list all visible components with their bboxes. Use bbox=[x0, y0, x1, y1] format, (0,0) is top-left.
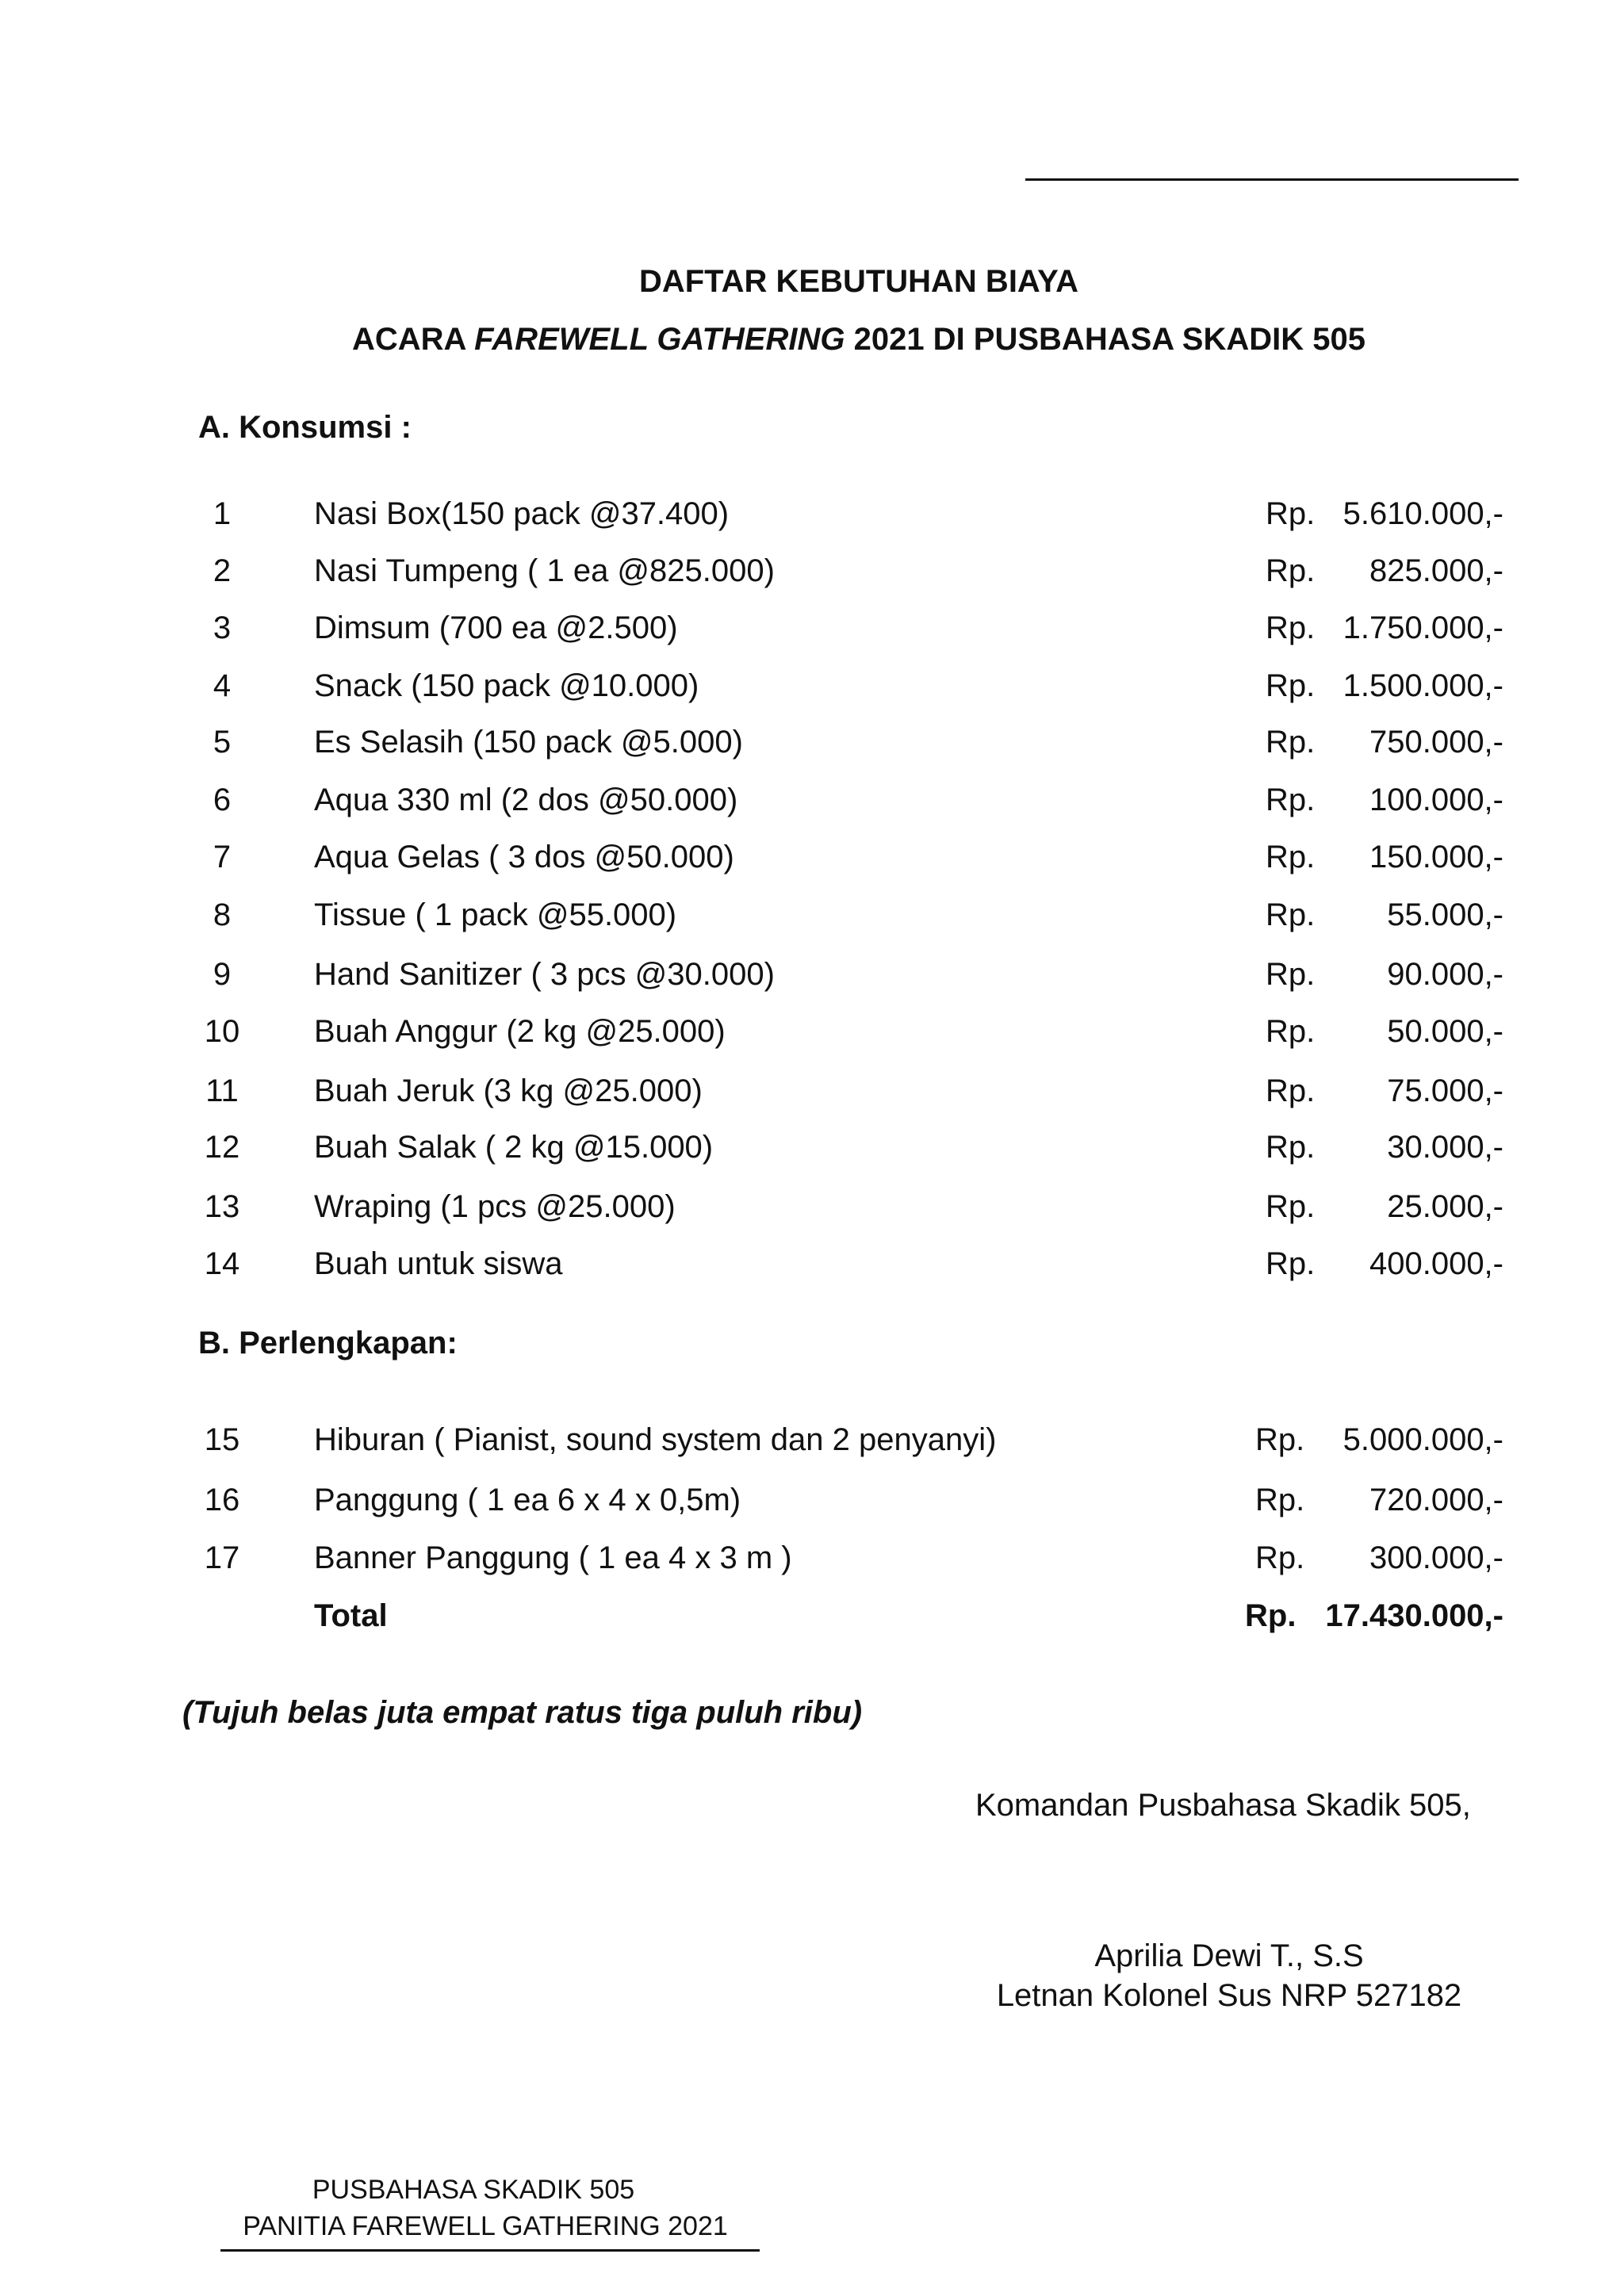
item-amount: 5.000.000,- bbox=[1342, 1422, 1503, 1457]
item-description: Tissue ( 1 pack @55.000) bbox=[314, 897, 677, 932]
item-currency: Rp. bbox=[1266, 1130, 1316, 1165]
subtitle-suffix: 2021 DI PUSBAHASA SKADIK 505 bbox=[845, 322, 1365, 357]
item-description: Aqua Gelas ( 3 dos @50.000) bbox=[314, 840, 734, 874]
table-row bbox=[0, 1244, 1624, 1284]
table-row bbox=[0, 722, 1624, 762]
item-currency: Rp. bbox=[1266, 496, 1316, 531]
item-description: Es Selasih (150 pack @5.000) bbox=[314, 725, 743, 760]
footer-organization: PUSBAHASA SKADIK 505 bbox=[312, 2175, 635, 2205]
footer-signature-line bbox=[220, 2249, 760, 2252]
total-row bbox=[0, 1596, 1624, 1636]
signer-title: Komandan Pusbahasa Skadik 505, bbox=[975, 1788, 1471, 1823]
table-row bbox=[0, 895, 1624, 935]
table-row bbox=[0, 666, 1624, 706]
item-currency: Rp. bbox=[1266, 610, 1316, 645]
item-number: 16 bbox=[204, 1483, 240, 1517]
subtitle-event-name: FAREWELL GATHERING bbox=[474, 322, 845, 357]
item-currency: Rp. bbox=[1266, 1014, 1316, 1049]
signer-name: Aprilia Dewi T., S.S bbox=[1094, 1938, 1364, 1973]
item-description: Hiburan ( Pianist, sound system dan 2 penyanyi) bbox=[314, 1422, 997, 1457]
item-currency: Rp. bbox=[1266, 1246, 1316, 1281]
item-amount: 90.000,- bbox=[1387, 957, 1503, 992]
item-description: Banner Panggung ( 1 ea 4 x 3 m ) bbox=[314, 1540, 792, 1575]
item-currency: Rp. bbox=[1266, 1073, 1316, 1108]
item-amount: 1.500.000,- bbox=[1342, 668, 1503, 703]
table-row bbox=[0, 608, 1624, 648]
item-amount: 50.000,- bbox=[1387, 1014, 1503, 1049]
item-number: 4 bbox=[213, 668, 232, 703]
table-row bbox=[0, 837, 1624, 877]
item-description: Hand Sanitizer ( 3 pcs @30.000) bbox=[314, 957, 775, 992]
item-amount: 30.000,- bbox=[1387, 1130, 1503, 1165]
document-subtitle bbox=[47, 320, 1624, 358]
item-description: Buah Salak ( 2 kg @15.000) bbox=[314, 1130, 714, 1165]
subtitle-prefix: ACARA bbox=[352, 322, 475, 357]
item-number: 3 bbox=[213, 610, 232, 645]
item-currency: Rp. bbox=[1255, 1422, 1305, 1457]
table-row bbox=[0, 494, 1624, 534]
item-currency: Rp. bbox=[1266, 957, 1316, 992]
item-currency: Rp. bbox=[1266, 840, 1316, 874]
top-signature-line bbox=[1025, 178, 1519, 181]
table-row bbox=[0, 1127, 1624, 1167]
item-number: 15 bbox=[204, 1422, 240, 1457]
section-a-heading: A. Konsumsi : bbox=[198, 410, 412, 445]
table-row bbox=[0, 955, 1624, 994]
table-row bbox=[0, 1012, 1624, 1051]
item-number: 2 bbox=[213, 553, 232, 588]
section-b-heading: B. Perlengkapan: bbox=[198, 1326, 458, 1360]
signer-rank: Letnan Kolonel Sus NRP 527182 bbox=[996, 1978, 1462, 2013]
item-number: 13 bbox=[204, 1189, 240, 1224]
total-currency: Rp. bbox=[1245, 1598, 1297, 1633]
item-number: 9 bbox=[213, 957, 232, 992]
item-description: Buah Jeruk (3 kg @25.000) bbox=[314, 1073, 703, 1108]
item-currency: Rp. bbox=[1266, 1189, 1316, 1224]
total-amount: 17.430.000,- bbox=[1325, 1598, 1503, 1633]
item-number: 11 bbox=[205, 1073, 239, 1108]
item-currency: Rp. bbox=[1266, 668, 1316, 703]
item-description: Nasi Tumpeng ( 1 ea @825.000) bbox=[314, 553, 775, 588]
item-amount: 825.000,- bbox=[1369, 553, 1503, 588]
item-description: Panggung ( 1 ea 6 x 4 x 0,5m) bbox=[314, 1483, 741, 1517]
item-number: 7 bbox=[213, 840, 232, 874]
item-amount: 300.000,- bbox=[1369, 1540, 1503, 1575]
item-currency: Rp. bbox=[1255, 1483, 1305, 1517]
item-amount: 400.000,- bbox=[1369, 1246, 1503, 1281]
item-description: Snack (150 pack @10.000) bbox=[314, 668, 699, 703]
item-currency: Rp. bbox=[1266, 553, 1316, 588]
item-amount: 75.000,- bbox=[1387, 1073, 1503, 1108]
item-number: 6 bbox=[213, 783, 232, 817]
item-description: Nasi Box(150 pack @37.400) bbox=[314, 496, 730, 531]
item-description: Aqua 330 ml (2 dos @50.000) bbox=[314, 783, 738, 817]
item-description: Dimsum (700 ea @2.500) bbox=[314, 610, 678, 645]
item-number: 12 bbox=[204, 1130, 240, 1165]
item-number: 17 bbox=[204, 1540, 240, 1575]
item-number: 10 bbox=[204, 1014, 240, 1049]
document-title: DAFTAR KEBUTUHAN BIAYA bbox=[638, 264, 1079, 299]
footer-committee: PANITIA FAREWELL GATHERING 2021 bbox=[243, 2211, 728, 2241]
table-row bbox=[0, 780, 1624, 820]
item-description: Wraping (1 pcs @25.000) bbox=[314, 1189, 676, 1224]
item-amount: 100.000,- bbox=[1369, 783, 1503, 817]
item-amount: 55.000,- bbox=[1387, 897, 1503, 932]
item-description: Buah untuk siswa bbox=[314, 1246, 563, 1281]
total-label: Total bbox=[314, 1598, 388, 1633]
item-currency: Rp. bbox=[1266, 897, 1316, 932]
table-row bbox=[0, 1071, 1624, 1111]
table-row bbox=[0, 1480, 1624, 1520]
item-amount: 25.000,- bbox=[1387, 1189, 1503, 1224]
amount-in-words: (Tujuh belas juta empat ratus tiga puluh ribu) bbox=[182, 1695, 863, 1730]
item-currency: Rp. bbox=[1255, 1540, 1305, 1575]
item-amount: 750.000,- bbox=[1369, 725, 1503, 760]
item-amount: 1.750.000,- bbox=[1342, 610, 1503, 645]
item-number: 1 bbox=[213, 496, 232, 531]
item-amount: 150.000,- bbox=[1369, 840, 1503, 874]
table-row bbox=[0, 1187, 1624, 1226]
item-amount: 5.610.000,- bbox=[1342, 496, 1503, 531]
item-currency: Rp. bbox=[1266, 725, 1316, 760]
item-currency: Rp. bbox=[1266, 783, 1316, 817]
item-number: 5 bbox=[213, 725, 232, 760]
table-row bbox=[0, 1420, 1624, 1460]
table-row bbox=[0, 551, 1624, 591]
item-number: 14 bbox=[204, 1246, 240, 1281]
item-amount: 720.000,- bbox=[1369, 1483, 1503, 1517]
item-description: Buah Anggur (2 kg @25.000) bbox=[314, 1014, 726, 1049]
table-row bbox=[0, 1538, 1624, 1578]
item-number: 8 bbox=[213, 897, 232, 932]
